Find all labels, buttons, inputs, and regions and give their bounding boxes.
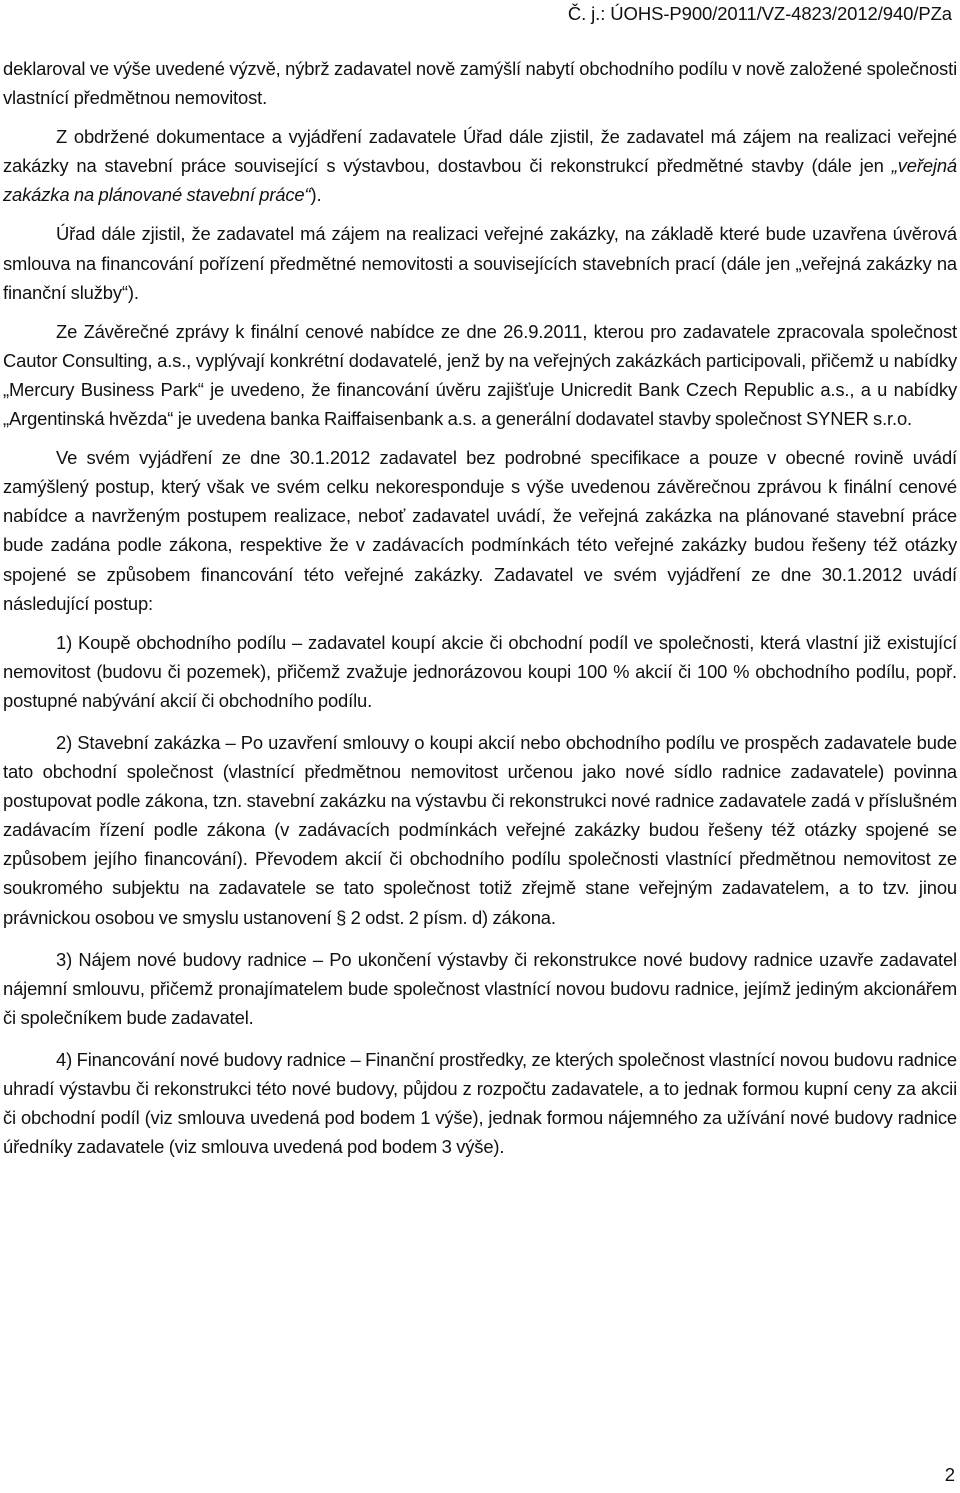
case-reference-header: Č. j.: ÚOHS-P900/2011/VZ-4823/2012/940/PZa (567, 3, 952, 24)
page-number: 2 (944, 1464, 955, 1485)
document-body (3, 54, 957, 1174)
paragraph-continuation: deklaroval ve výše uvedené výzvě, nýbrž zadavatel nově zamýšlí nabytí obchodního podílu v nově založené společnosti vlastnící předmětnou nemovitost. (3, 58, 957, 109)
list-item-purchase-of-share: 1) Koupě obchodního podílu – zadavatel koupí akcie či obchodní podíl ve společnosti, která vlastní již existující nemovitost (budovu či pozemek), přičemž zvažuje jednorázovou koupi 100 % akcií či 100 % obchodního podílu, popř. postupné nabývání akcií či obchodního podílu. (3, 631, 957, 711)
paragraph-text-end: ). (310, 184, 322, 206)
paragraph-construction-works (3, 122, 957, 209)
paragraph-financial-services: Úřad dále zjistil, že zadavatel má zájem na realizaci veřejné zakázky, na základě které bude uzavřena úvěrová smlouva na financování pořízení předmětné nemovitosti a souvisejících stavebních prací (dále jen „veřejná zakázky na finanční služby“). (3, 223, 957, 303)
list-item-financing: 4) Financování nové budovy radnice – Finanční prostředky, ze kterých společnost vlastnící novou budovu radnice uhradí výstavbu či rekonstrukci této nové budovy, půjdou z rozpočtu zadavatele, a to jednak formou kupní ceny za akcii či obchodní podíl (viz smlouva uvedená pod bodem 1 výše), jednak formou nájemného za užívání nové budovy radnice úředníky zadavatele (viz smlouva uvedená pod bodem 3 výše). (3, 1048, 957, 1158)
paragraph-final-report: Ze Závěrečné zprávy k finální cenové nabídce ze dne 26.9.2011, kterou pro zadavatele zpracovala společnost Cautor Consulting, a.s., vyplývají konkrétní dodavatelé, jenž by na veřejných zakázkách participovali, přičemž u nabídky „Mercury Business Park“ je uvedeno, že financování úvěru zajišťuje Unicredit Bank Czech Republic a.s., a u nabídky „Argentinská hvězda“ je uvedena banka Raiffaisenbank a.s. a generální dodavatel stavby společnost SYNER s.r.o. (3, 320, 957, 430)
defined-term-construction: „veřejná zakázka na plánované stavební práce“ (3, 155, 957, 206)
list-item-construction-contract: 2) Stavební zakázka – Po uzavření smlouvy o koupi akcií nebo obchodního podílu ve prospěch zadavatele bude tato obchodní společnost (vlastnící předmětnou nemovitost určenou jako nové sídlo radnice zadavatele) povinna postupovat podle zákona, tzn. stavební zakázku na výstavbu či rekonstrukci nové radnice zadavatele zadá v příslušném zadávacím řízení podle zákona (v zadávacích podmínkách veřejné zakázky budou řešeny též otázky spojené se způsobem jejího financování). Převodem akcií či obchodního podílu společnosti vlastnící předmětnou nemovitost ze soukromého subjektu na zadavatele se tato společnost totiž zřejmě stane veřejným zadavatelem, a to tzv. jinou právnickou osobou ve smyslu ustanovení § 2 odst. 2 písm. d) zákona. (3, 731, 957, 928)
list-item-lease: 3) Nájem nové budovy radnice – Po ukončení výstavby či rekonstrukce nové budovy radnice uzavře zadavatel nájemní smlouvu, přičemž pronajímatelem bude společnost vlastnící novou budovu radnice, jejímž jediným akcionářem či společníkem bude zadavatel. (3, 948, 957, 1028)
paragraph-contracting-authority-statement: Ve svém vyjádření ze dne 30.1.2012 zadavatel bez podrobné specifikace a pouze v obecné rovině uvádí zamýšlený postup, který však ve svém celku nekoresponduje s výše uvedenou závěrečnou zprávou k finální cenové nabídce a navrženým postupem realizace, neboť zadavatel uvádí, že veřejná zakázka na plánované stavební práce bude zadána podle zákona, respektive že v zadávacích podmínkách této veřejné zakázky budou řešeny též otázky spojené se způsobem financování této veřejné zakázky. Zadavatel ve svém vyjádření ze dne 30.1.2012 uvádí následující postup: (3, 447, 957, 614)
paragraph-text: Z obdržené dokumentace a vyjádření zadavatele Úřad dále zjistil, že zadavatel má zájem na realizaci veřejné zakázky na stavební práce související s výstavbou, dostavbou či rekonstrukcí předmětné stavby (dále jen (3, 126, 957, 177)
